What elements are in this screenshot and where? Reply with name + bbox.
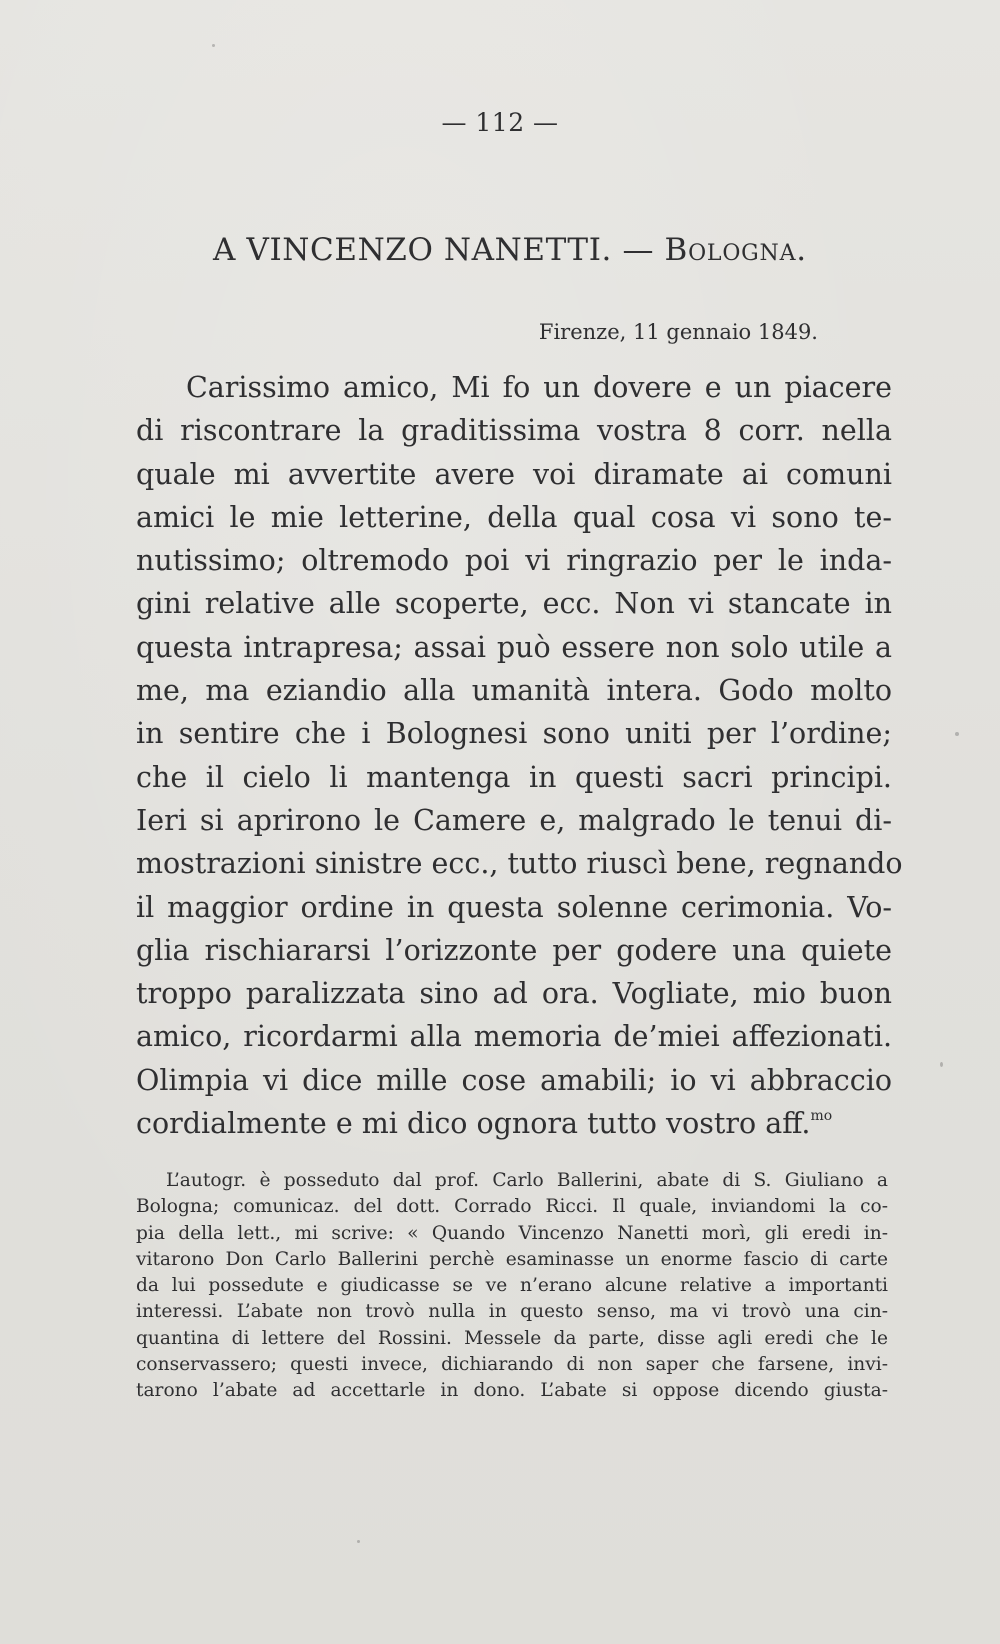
letter-line: di riscontrare la graditissima vostra 8 corr. nella bbox=[136, 414, 892, 448]
letter-line: nutissimo; oltremodo poi vi ringrazio per le inda- bbox=[136, 544, 892, 578]
footnote-line: vitarono Don Carlo Ballerini perchè esaminasse un enorme fascio di carte bbox=[136, 1248, 888, 1270]
paper-speck bbox=[955, 732, 959, 736]
letter-heading bbox=[150, 232, 870, 268]
letter-line: il maggior ordine in questa solenne cerimonia. Vo- bbox=[136, 890, 892, 924]
paper-speck bbox=[940, 1062, 943, 1067]
letter-line: mostrazioni sinistre ecc., tutto riuscì bene, regnando bbox=[136, 847, 903, 881]
paper-speck bbox=[357, 1540, 360, 1543]
letter-body bbox=[136, 366, 903, 1145]
footnote-line: L’autogr. è posseduto dal prof. Carlo Ballerini, abate di S. Giuliano a bbox=[166, 1170, 888, 1191]
paper-speck bbox=[212, 44, 215, 47]
footnote-line: Bologna; comunicaz. del dott. Corrado Ricci. Il quale, inviandomi la co- bbox=[136, 1196, 888, 1218]
page-number: — 112 — bbox=[441, 108, 559, 137]
letter-line: in sentire che i Bolognesi sono uniti per l’ordine; bbox=[136, 717, 892, 751]
letter-line: amico, ricordarmi alla memoria de’miei affezionati. bbox=[136, 1020, 892, 1054]
closing-text: cordialmente e mi dico ognora tutto vostro aff. bbox=[136, 1107, 811, 1141]
footnote-line: da lui possedute e giudicasse se ve n’erano alcune relative a importanti bbox=[136, 1275, 888, 1297]
recipient-place: Bologna. bbox=[664, 232, 807, 268]
letter-line: me, ma eziandio alla umanità intera. Godo molto bbox=[136, 674, 892, 708]
dateline: Firenze, 11 gennaio 1849. bbox=[538, 320, 818, 344]
footnote-line: quantina di lettere del Rossini. Messele da parte, disse agli eredi che le bbox=[136, 1327, 888, 1349]
letter-line: che il cielo li mantenga in questi sacri principi. bbox=[136, 760, 892, 794]
footnote-line: pia della lett., mi scrive: « Quando Vincenzo Nanetti morì, gli eredi in- bbox=[136, 1222, 888, 1244]
letter-closing-line bbox=[136, 1102, 892, 1145]
footnote-line: tarono l’abate ad accettarle in dono. L’abate si oppose dicendo giusta- bbox=[136, 1380, 888, 1402]
closing-superscript: mo bbox=[810, 1108, 833, 1125]
letter-line: quale mi avvertite avere voi diramate ai comuni bbox=[136, 457, 892, 491]
footnote bbox=[136, 1168, 888, 1405]
footnote-line: interessi. L’abate non trovò nulla in questo senso, ma vi trovò una cin- bbox=[136, 1301, 888, 1323]
letter-line: gini relative alle scoperte, ecc. Non vi stancate in bbox=[136, 587, 892, 621]
letter-line: Ieri si aprirono le Camere e, malgrado le tenui di- bbox=[136, 803, 892, 837]
letter-line: amici le mie letterine, della qual cosa vi sono te- bbox=[136, 500, 892, 534]
letter-line: troppo paralizzata sino ad ora. Vogliate, mio buon bbox=[136, 977, 892, 1011]
recipient-name: A VINCENZO NANETTI. — bbox=[213, 232, 665, 268]
letter-line: questa intrapresa; assai può essere non solo utile a bbox=[136, 630, 892, 664]
letter-line: Carissimo amico, Mi fo un dovere e un piacere bbox=[186, 371, 892, 404]
letter-line: glia rischiararsi l’orizzonte per godere una quiete bbox=[136, 933, 892, 967]
footnote-line: conservassero; questi invece, dichiarando di non saper che farsene, invi- bbox=[136, 1354, 888, 1376]
letter-line: Olimpia vi dice mille cose amabili; io vi abbraccio bbox=[136, 1063, 892, 1097]
